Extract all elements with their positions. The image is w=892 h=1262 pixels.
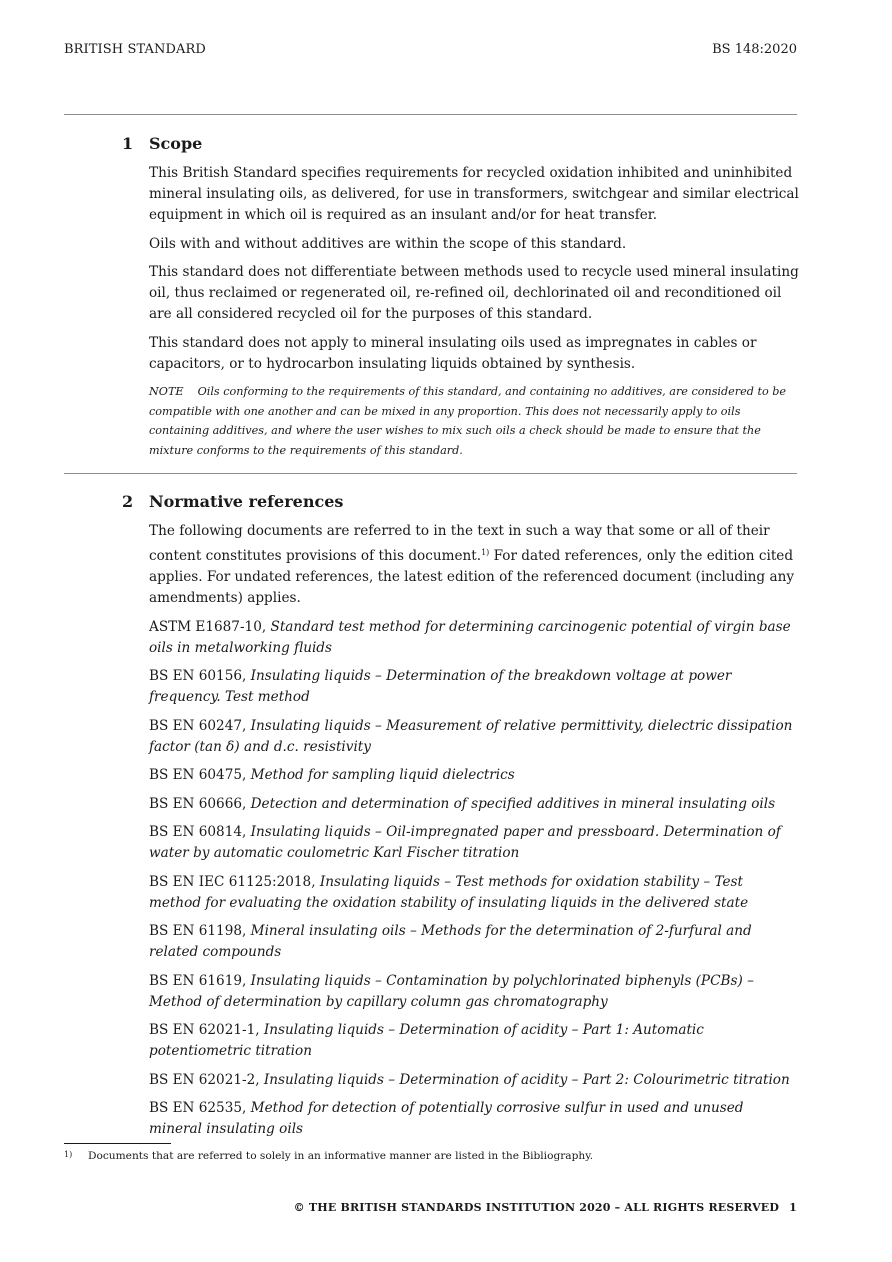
reference-code: BS EN 60156, — [149, 668, 251, 684]
intro-text-part-1: The following documents are referred to in the text in such a way that some or all of their content constitutes provisions of this document. — [149, 523, 770, 564]
header-standard-number: BS 148:2020 — [712, 42, 797, 57]
reference-item — [149, 1070, 799, 1091]
reference-title: Detection and determination of specified additives in mineral insulating oils — [250, 795, 776, 812]
reference-title: Mineral insulating oils – Methods for the determination of 2-furfural and related compounds — [149, 923, 752, 960]
reference-item — [149, 617, 799, 659]
scope-paragraph-4: This standard does not apply to mineral insulating oils used as impregnates in cables or capacitors, or to hydrocarbon insulating liquids obtained by synthesis. — [149, 334, 757, 372]
reference-code: BS EN 62021-2, — [149, 1071, 264, 1088]
reference-code: BS EN 60666, — [149, 795, 251, 812]
reference-code: BS EN 60247, — [149, 717, 251, 734]
reference-item — [149, 822, 799, 864]
section-2-title: Normative references — [149, 492, 344, 511]
section-1-number: 1 — [122, 134, 134, 153]
reference-item — [149, 872, 799, 914]
note-text: Oils conforming to the requirements of this standard, and containing no additives, are considered to be compatible with one another and can be mixed in any proportion. This does not necessarily apply to oils containing additives, and where the user wishes to mix such oils a check should be made to ensure that the mixture conforms to the requirements of this standard. — [149, 385, 787, 457]
intro-text-part-2: For dated references, only the edition cited applies. For undated references, the latest edition of the referenced document (including any amendments) applies. — [149, 548, 794, 606]
reference-code: ASTM E1687-10, — [149, 618, 271, 635]
reference-item — [149, 666, 799, 708]
reference-title: Insulating liquids – Oil-impregnated paper and pressboard. Determination of water by automatic coulometric Karl Fischer titration — [149, 824, 781, 861]
header-standard-label: BRITISH STANDARD — [64, 42, 206, 57]
reference-title: Insulating liquids – Determination of acidity – Part 2: Colourimetric titration — [263, 1071, 790, 1088]
reference-item — [149, 765, 799, 786]
page-footer — [294, 1201, 797, 1214]
scope-paragraph-2: Oils with and without additives are within the scope of this standard. — [149, 235, 627, 252]
footnote-reference[interactable]: 1) — [481, 548, 490, 557]
copyright-notice: © THE BRITISH STANDARDS INSTITUTION 2020 – ALL RIGHTS RESERVED — [293, 1201, 780, 1214]
section-2-body — [149, 521, 799, 1148]
footnote-text: Documents that are referred to solely in an informative manner are listed in the Bibliography. — [88, 1150, 594, 1162]
reference-title: Insulating liquids – Determination of the breakdown voltage at power frequency. Test method — [149, 668, 732, 705]
reference-title: Method for detection of potentially corrosive sulfur in used and unused mineral insulating oils — [149, 1100, 744, 1137]
top-divider — [64, 114, 797, 115]
reference-title: Method for sampling liquid dielectrics — [250, 767, 515, 783]
footnote-divider — [64, 1143, 171, 1144]
reference-title: Insulating liquids – Measurement of relative permittivity, dielectric dissipation factor (tan δ) and d.c. resistivity — [149, 717, 793, 755]
reference-code: BS EN 60475, — [149, 767, 251, 783]
section-1-body — [149, 163, 799, 460]
reference-item — [149, 1020, 799, 1062]
page-number: 1 — [789, 1201, 797, 1214]
reference-item — [149, 716, 799, 758]
scope-note — [149, 382, 799, 460]
reference-title: Insulating liquids – Contamination by polychlorinated biphenyls (PCBs) – Method of determination by capillary column gas chromatography — [149, 972, 754, 1010]
section-divider — [64, 473, 797, 474]
note-label: NOTE — [149, 385, 184, 398]
reference-code: BS EN 60814, — [149, 824, 251, 840]
section-2-number: 2 — [122, 492, 134, 511]
footnote-mark: 1) — [64, 1150, 73, 1159]
reference-code: BS EN IEC 61125:2018, — [149, 873, 320, 890]
reference-code: BS EN 62535, — [149, 1100, 251, 1116]
reference-code: BS EN 62021-1, — [149, 1022, 264, 1038]
reference-item — [149, 1098, 799, 1140]
scope-paragraph-1: This British Standard specifies requirements for recycled oxidation inhibited and uninhibited mineral insulating oils, as delivered, for use in transformers, switchgear and similar electrical equipment in which oil is required as an insulant and/or for heat transfer. — [149, 165, 799, 223]
reference-item — [149, 794, 799, 815]
reference-item — [149, 921, 799, 963]
reference-code: BS EN 61619, — [149, 972, 251, 989]
normative-intro — [149, 521, 799, 609]
scope-paragraph-3: This standard does not differentiate between methods used to recycle used mineral insulating oil, thus reclaimed or regenerated oil, re-refined oil, dechlorinated oil and reconditioned oil are all considered recycled oil for the purposes of this standard. — [149, 264, 799, 322]
reference-code: BS EN 61198, — [149, 923, 251, 939]
reference-title: Insulating liquids – Test methods for oxidation stability – Test method for evaluating the oxidation stability of insulating liquids in the delivered state — [149, 873, 749, 911]
reference-title: Insulating liquids – Determination of acidity – Part 1: Automatic potentiometric titration — [149, 1022, 704, 1059]
section-1-title: Scope — [149, 134, 203, 153]
reference-title: Standard test method for determining carcinogenic potential of virgin base oils in metalworking fluids — [149, 618, 791, 656]
reference-item — [149, 971, 799, 1013]
